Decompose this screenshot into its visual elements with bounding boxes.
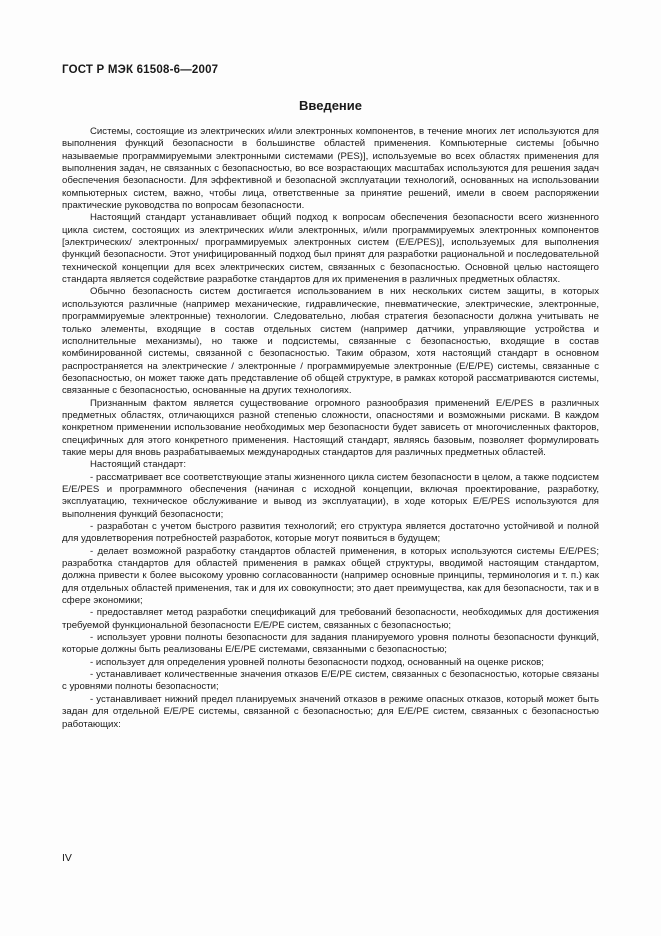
- list-item: - использует уровни полноты безопасности для задания планируемого уровня полноты безопасности функций, которые должны быть реализованы E/E/PE системами, связанными с безопасностью;: [62, 632, 599, 656]
- list-item: - устанавливает количественные значения отказов E/E/PE систем, связанных с безопасностью, которые связаны с уровнями полноты безопасности;: [62, 669, 599, 693]
- paragraph: Обычно безопасность систем достигается использованием в них нескольких систем защиты, в которых используются различные (например механические, гидравлические, пневматические, электрические, электронные, программируемые электронные) технологии. Следовательно, любая стратегия безопасности должна учитывать не только элементы, входящие в состав отдельных систем (например датчики, управляющие устройства и исполнительные механизмы), но также и подсистемы, связанные с безопасностью, входящие в состав комбинированной системы, связанной с безопасностью. Таким образом, хотя настоящий стандарт в основном распространяется на электрические / электронные / программируемые электронные (E/E/PE) системы, связанные с безопасностью, он может также дать представление об общей структуре, в рамках которой рассматриваются системы, связанные с безопасностью, основанные на других технологиях.: [62, 286, 599, 397]
- list-item: - разработан с учетом быстрого развития технологий; его структура является достаточно устойчивой и полной для удовлетворения потребностей разработок, которые могут появиться в будущем;: [62, 521, 599, 545]
- section-title: Введение: [299, 98, 362, 113]
- list-item: - предоставляет метод разработки спецификаций для требований безопасности, необходимых для достижения требуемой функциональной безопасности E/E/PE систем, связанных с безопасностью;: [62, 607, 599, 631]
- body-text: [62, 126, 599, 731]
- page-number: IV: [62, 852, 72, 864]
- list-item: - устанавливает нижний предел планируемых значений отказов в режиме опасных отказов, который может быть задан для отдельной E/E/PE системы, связанной с безопасностью; для E/E/PE систем, связанных с безопасностью работающих:: [62, 693, 599, 730]
- document-code: ГОСТ Р МЭК 61508-6—2007: [62, 64, 219, 76]
- list-item: - рассматривает все соответствующие этапы жизненного цикла систем безопасности в целом, а также подсистем E/E/PES и программного обеспечения (начиная с исходной концепции, включая проектирование, разработку, эксплуатацию, техническое обслуживание и вывод из эксплуатации), в ходе которых E/E/PES используются для выполнения функций безопасности;: [62, 471, 599, 520]
- list-item: - использует для определения уровней полноты безопасности подход, основанный на оценке рисков;: [90, 656, 544, 668]
- list-item: - делает возможной разработку стандартов областей применения, в которых используются системы E/E/PES; разработка стандартов для областей применения в рамках общей структуры, вводимой настоящим стандартом, должна привести к более высокому уровню согласованности (например основные принципы, терминология и т. п.) как для отдельных областей применения, так и для их совокупности; это дает преимущества, как для безопасности, так и в сфере экономики;: [62, 545, 599, 607]
- paragraph: Настоящий стандарт:: [90, 459, 186, 471]
- paragraph: Системы, состоящие из электрических и/или электронных компонентов, в течение многих лет используются для выполнения функций безопасности в большинстве областей применения. Компьютерные системы [обычно называемые программируемыми электронными системами (PES)], используемые во всех областях применения для выполнения задач, не связанных с безопасностью, во все возрастающих масштабах используются для решения задач обеспечения безопасности. Для эффективной и безопасной эксплуатации технологий, основанных на использовании компьютерных систем, важно, чтобы лица, ответственные за принятие решений, имели в своем распоряжении практические руководства по вопросам безопасности.: [62, 126, 599, 212]
- paragraph: Признанным фактом является существование огромного разнообразия применений E/E/PES в различных предметных областях, отличающихся разной степенью сложности, опасностями и возможными рисками. В каждом конкретном применении использование необходимых мер безопасности будет зависеть от многочисленных факторов, специфичных для этого конкретного применения. Настоящий стандарт, являясь базовым, позволяет формулировать такие меры для вновь разрабатываемых международных стандартов для различных предметных областей.: [62, 397, 599, 458]
- paragraph: Настоящий стандарт устанавливает общий подход к вопросам обеспечения безопасности всего жизненного цикла систем, состоящих из электрических и/или электронных, и/или программируемых электронных компонентов [электрических/ электронных/ программируемых электронных систем (E/E/PES)], используемых для выполнения функций безопасности. Этот унифицированный подход был принят для разработки рациональной и последовательной технической концепции для всех электрических систем, связанных с безопасностью. Основной целью настоящего стандарта является содействие разработке стандартов для их применения в различных предметных областях.: [62, 212, 599, 286]
